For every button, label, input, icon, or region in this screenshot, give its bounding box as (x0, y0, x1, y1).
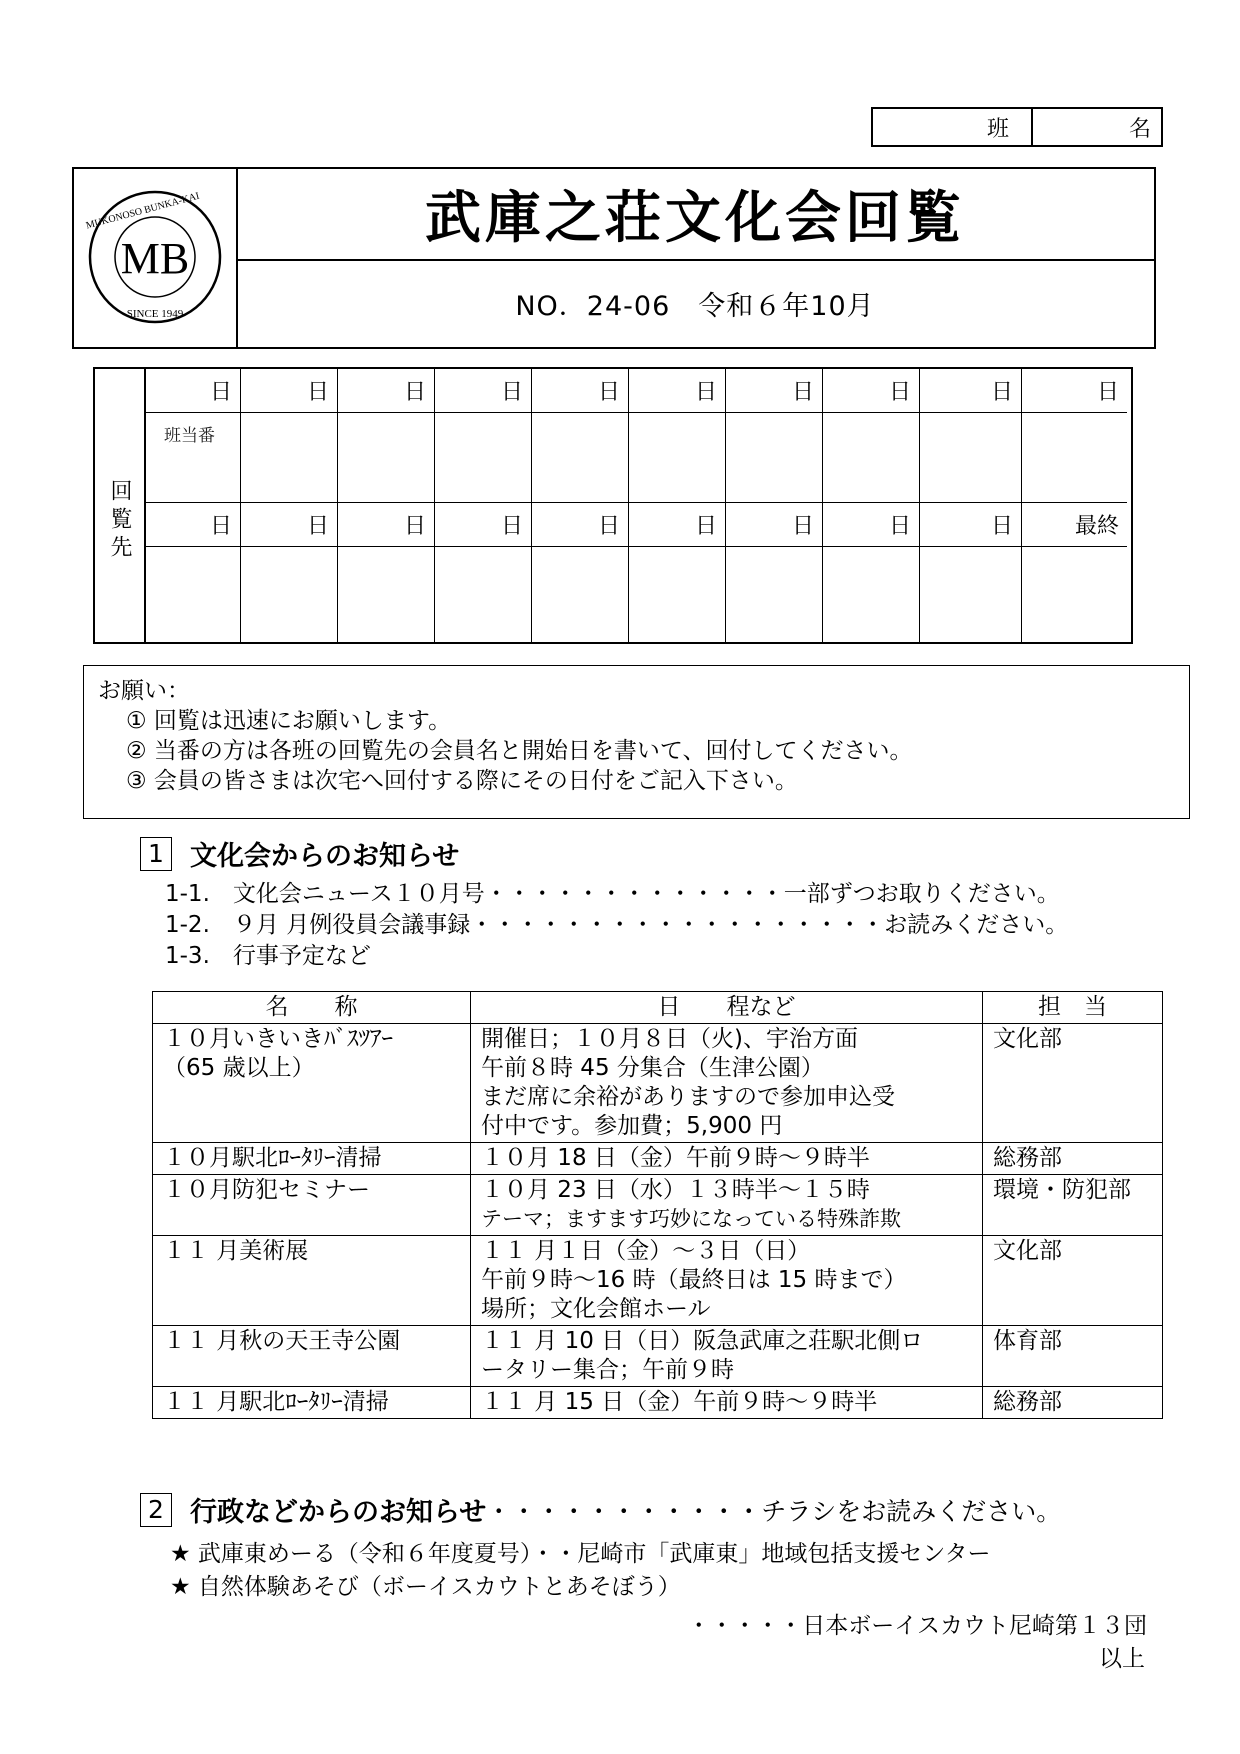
member-cell (532, 413, 629, 503)
note-item: ① 回覧は迅速にお願いします。 (126, 708, 452, 734)
event-detail (471, 1387, 983, 1419)
name-label: 名 (1128, 116, 1151, 142)
day-cell: 日 (726, 503, 823, 547)
event-detail-line: ータリー集合；午前９時 (481, 1357, 734, 1383)
event-detail-line: １０月 23 日（水）１３時半～１５時 (481, 1177, 870, 1203)
member-cell (338, 547, 435, 642)
header-box (72, 167, 1156, 349)
note-item: ② 当番の方は各班の回覧先の会員名と開始日を書いて、回付してください。 (126, 738, 913, 764)
duty-label: 班当番 (164, 426, 215, 446)
closing-text: 以上 (1099, 1646, 1145, 1672)
day-cell: 日 (920, 369, 1022, 413)
event-name (153, 1387, 471, 1419)
member-cell (241, 413, 338, 503)
day-cell: 日 (823, 369, 920, 413)
circulation-grid (93, 367, 1133, 644)
event-name-line: １１ 月秋の天王寺公園 (163, 1328, 401, 1354)
notes-title: お願い： (98, 678, 190, 704)
event-detail-line: １１ 月 10 日（日）阪急武庫之荘駅北側ロ (481, 1328, 924, 1354)
last-label: 最終 (1022, 503, 1127, 547)
member-cell (1022, 413, 1127, 503)
day-cell: 日 (823, 503, 920, 547)
logo-cell (74, 169, 238, 347)
member-cell (532, 547, 629, 642)
section1-line: 1-1. 文化会ニュース１０月号・・・・・・・・・・・・・一部ずつお取りください。 (165, 881, 1060, 907)
event-detail (471, 1326, 983, 1387)
member-cell (920, 547, 1022, 642)
schedule-table (152, 991, 1163, 1419)
day-cell: 日 (435, 503, 532, 547)
day-cell: 日 (338, 503, 435, 547)
event-detail-line: 付中です。参加費；5,900 円 (481, 1113, 783, 1139)
schedule-row (153, 1143, 1163, 1175)
day-cell: 日 (1022, 369, 1127, 413)
document-title: 武庫之荘文化会回覧 (236, 169, 1154, 261)
member-cell (338, 413, 435, 503)
event-name (153, 1326, 471, 1387)
schedule-row (153, 1175, 1163, 1236)
schedule-header-row (153, 992, 1163, 1024)
event-detail-line: １０月 18 日（金）午前９時～９時半 (481, 1145, 870, 1171)
group-label: 班 (873, 109, 1033, 145)
section1-title: 文化会からのお知らせ (190, 841, 460, 872)
event-detail (471, 1024, 983, 1143)
day-cell: 日 (629, 369, 726, 413)
event-detail-line: 場所；文化会館ホール (481, 1296, 711, 1322)
member-cell (726, 547, 823, 642)
event-detail-line: １１ 月 15 日（金）午前９時～９時半 (481, 1389, 878, 1415)
event-dept: 総務部 (983, 1387, 1163, 1419)
event-detail (471, 1143, 983, 1175)
event-name-line: １１ 月美術展 (163, 1238, 309, 1264)
event-dept: 環境・防犯部 (983, 1175, 1163, 1236)
event-name (153, 1143, 471, 1175)
day-cell: 日 (532, 503, 629, 547)
schedule-row (153, 1326, 1163, 1387)
day-cell: 日 (726, 369, 823, 413)
event-detail-line: まだ席に余裕がありますので参加申込受 (481, 1084, 895, 1110)
section1-heading (140, 834, 459, 873)
event-dept: 総務部 (983, 1143, 1163, 1175)
circulation-side-label: 回覧先 (95, 369, 146, 642)
schedule-row (153, 1024, 1163, 1143)
event-dept: 体育部 (983, 1326, 1163, 1387)
mb-logo (74, 169, 236, 347)
event-detail-line: １１ 月１日（金）～３日（日） (481, 1238, 811, 1264)
header-schedule: 日 程など (471, 992, 983, 1024)
header-name: 名 称 (153, 992, 471, 1024)
day-cell: 日 (241, 503, 338, 547)
request-notes (83, 665, 1190, 819)
day-cell: 日 (920, 503, 1022, 547)
schedule-row (153, 1387, 1163, 1419)
section1-line: 1-3. 行事予定など (165, 943, 371, 969)
event-name (153, 1236, 471, 1326)
event-detail-line: テーマ；ますます巧妙になっている特殊詐欺 (481, 1207, 901, 1231)
section2-number: 2 (140, 1493, 172, 1527)
event-dept: 文化部 (983, 1024, 1163, 1143)
svg-text:SINCE 1949: SINCE 1949 (126, 308, 184, 320)
day-cell: 日 (338, 369, 435, 413)
member-cell (435, 547, 532, 642)
member-cell (144, 547, 241, 642)
day-cell: 日 (435, 369, 532, 413)
member-cell (629, 547, 726, 642)
section2-title: 行政などからのお知らせ (190, 1497, 487, 1528)
issue-number: NO．24-06 令和６年10月 (515, 290, 875, 322)
event-name-line: （65 歳以上） (163, 1055, 315, 1081)
note-item: ③ 会員の皆さまは次宅へ回付する際にその日付をご記入下さい。 (126, 768, 798, 794)
day-cell: 日 (532, 369, 629, 413)
day-cell: 日 (144, 369, 241, 413)
section2-heading (140, 1490, 1061, 1529)
event-name (153, 1175, 471, 1236)
member-cell (823, 547, 920, 642)
member-cell (920, 413, 1022, 503)
header-dept: 担 当 (983, 992, 1163, 1024)
group-name-box (871, 107, 1163, 147)
schedule-row (153, 1236, 1163, 1326)
event-name-line: １０月防犯セミナー (163, 1177, 370, 1203)
day-cell: 日 (144, 503, 241, 547)
event-detail-line: 午前９時～16 時（最終日は 15 時まで） (481, 1267, 907, 1293)
svg-text:MB: MB (120, 234, 190, 283)
event-dept: 文化部 (983, 1236, 1163, 1326)
section1-line: 1-2. ９月 月例役員会議事録・・・・・・・・・・・・・・・・・・お読みください。 (165, 912, 1069, 938)
day-cell: 日 (629, 503, 726, 547)
event-name (153, 1024, 471, 1143)
event-detail-line: 午前８時 45 分集合（生津公園） (481, 1055, 824, 1081)
duty-cell (144, 413, 241, 503)
member-cell (823, 413, 920, 503)
event-name-line: １１ 月駅北ﾛｰﾀﾘｰ清掃 (163, 1389, 389, 1415)
member-cell (629, 413, 726, 503)
event-detail (471, 1236, 983, 1326)
day-cell: 日 (241, 369, 338, 413)
member-cell (726, 413, 823, 503)
section2-item: ★ 武庫東めーる（令和６年度夏号）・・尼崎市「武庫東」地域包括支援センター (170, 1541, 991, 1567)
section2-sender: ・・・・・日本ボーイスカウト尼崎第１３団 (687, 1613, 1147, 1639)
section2-item: ★ 自然体験あそび（ボーイスカウトとあそぼう） (170, 1574, 681, 1600)
member-cell (1022, 547, 1127, 642)
event-name-line: １０月いきいきﾊﾞｽﾂｱｰ (163, 1026, 393, 1052)
event-detail (471, 1175, 983, 1236)
event-name-line: １０月駅北ﾛｰﾀﾘｰ清掃 (163, 1145, 382, 1171)
member-cell (435, 413, 532, 503)
section2-title-tail: ・・・・・・・・・・・チラシをお読みください。 (486, 1496, 1062, 1526)
event-detail-line: 開催日；１０月８日（火)、宇治方面 (481, 1026, 858, 1052)
member-cell (241, 547, 338, 642)
section1-number: 1 (140, 837, 172, 871)
svg-text:MUKONOSO BUNKA-KAI: MUKONOSO BUNKA-KAI (84, 190, 201, 232)
